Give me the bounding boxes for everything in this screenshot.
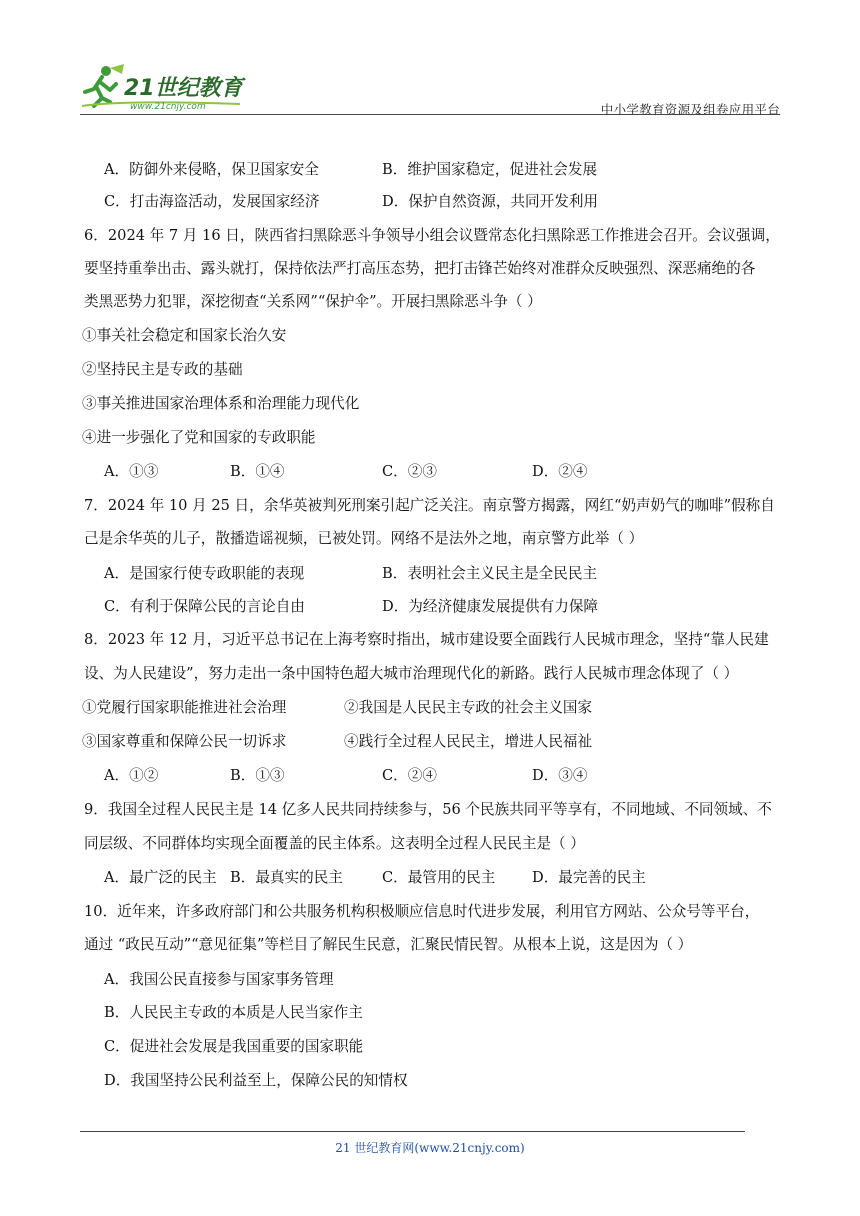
q8-stem-line2: 设、为人民建设”，努力走出一条中国特色超大城市治理现代化的新路。践行人民城市理念体现了（ ） bbox=[84, 665, 739, 682]
q10-option-c: C．促进社会发展是我国重要的国家职能 bbox=[104, 1038, 364, 1055]
logo-text: 21世纪教育 bbox=[124, 76, 243, 101]
q7-option-a: A．是国家行使专政职能的表现 bbox=[104, 565, 305, 582]
q9-option-c: C．最管用的民主 bbox=[382, 869, 496, 886]
q8-statement-1: ①党履行国家职能推进社会治理 bbox=[82, 699, 287, 716]
q10-option-d: D．我国坚持公民利益至上，保障公民的知情权 bbox=[104, 1072, 408, 1089]
q7-option-b: B．表明社会主义民主是全民民主 bbox=[382, 565, 598, 582]
q8-stem-line1: 8．2023 年 12 月，习近平总书记在上海考察时指出，城市建设要全面践行人民城市理念，坚持“靠人民建 bbox=[84, 631, 769, 648]
q6-statement-2: ②坚持民主是专政的基础 bbox=[82, 361, 243, 378]
q8-option-b: B．①③ bbox=[230, 767, 285, 784]
q9-stem-line1: 9．我国全过程人民民主是 14 亿多人民共同持续参与，56 个民族共同平等享有，不同地域、不同领域、不 bbox=[84, 801, 772, 818]
q6-stem-line2: 要坚持重拳出击、露头就打，保持依法严打高压态势，把打击锋芒始终对准群众反映强烈、深恶痛绝的各 bbox=[84, 260, 756, 277]
q6-stem-line3: 类黑恶势力犯罪，深挖彻查“关系网”“保护伞”。开展扫黑除恶斗争（ ） bbox=[84, 293, 542, 310]
q6-stem-line1: 6．2024 年 7 月 16 日，陕西省扫黑除恶斗争领导小组会议暨常态化扫黑除恶工作推进会召开。会议强调， bbox=[84, 227, 780, 244]
header-divider bbox=[80, 114, 780, 115]
q7-option-c: C．有利于保障公民的言论自由 bbox=[104, 598, 305, 615]
q9-option-b: B．最真实的民主 bbox=[230, 869, 343, 886]
q9-option-a: A．最广泛的民主 bbox=[104, 869, 217, 886]
q8-statement-3: ③国家尊重和保障公民一切诉求 bbox=[82, 733, 287, 750]
q5-option-b: B．维护国家稳定，促进社会发展 bbox=[382, 161, 598, 178]
q9-stem-line2: 同层级、不同群体均实现全面覆盖的民主体系。这表明全过程人民民主是（ ） bbox=[84, 835, 585, 852]
logo-url: www.21cnjy.com bbox=[130, 102, 206, 112]
q6-statement-4: ④进一步强化了党和国家的专政职能 bbox=[82, 429, 316, 446]
q10-stem-line2: 通过 “政民互动”“意见征集”等栏目了解民生民意，汇聚民情民智。从根本上说，这是因为（ ） bbox=[84, 936, 693, 953]
q6-option-d: D．②④ bbox=[532, 463, 588, 480]
q8-statement-2: ②我国是人民民主专政的社会主义国家 bbox=[344, 699, 593, 716]
q5-option-d: D．保护自然资源，共同开发利用 bbox=[382, 193, 599, 210]
q8-statement-4: ④践行全过程人民民主，增进人民福祉 bbox=[344, 733, 593, 750]
page-header bbox=[80, 62, 780, 120]
q6-option-b: B．①④ bbox=[230, 463, 285, 480]
q10-option-a: A．我国公民直接参与国家事务管理 bbox=[104, 971, 334, 988]
q7-option-d: D．为经济健康发展提供有力保障 bbox=[382, 598, 599, 615]
q6-statement-3: ③事关推进国家治理体系和治理能力现代化 bbox=[82, 395, 360, 412]
q6-option-a: A．①③ bbox=[104, 463, 159, 480]
logo-21cnjy bbox=[80, 62, 250, 112]
q6-statement-1: ①事关社会稳定和国家长治久安 bbox=[82, 327, 287, 344]
q8-option-a: A．①② bbox=[104, 767, 159, 784]
footer-site-link[interactable]: 21 世纪教育网(www.21cnjy.com) bbox=[335, 1141, 525, 1155]
q8-option-c: C．②④ bbox=[382, 767, 437, 784]
q5-option-c: C．打击海盗活动，发展国家经济 bbox=[104, 193, 320, 210]
q9-option-d: D．最完善的民主 bbox=[532, 869, 646, 886]
q10-option-b: B．人民民主专政的本质是人民当家作主 bbox=[104, 1004, 363, 1021]
header-platform-text: 中小学教育资源及组卷应用平台 bbox=[600, 102, 780, 117]
q10-stem-line1: 10．近年来，许多政府部门和公共服务机构积极顺应信息时代进步发展，利用官方网站、公众号等平台， bbox=[84, 903, 760, 920]
q8-option-d: D．③④ bbox=[532, 767, 588, 784]
q6-option-c: C．②③ bbox=[382, 463, 437, 480]
q7-stem-line1: 7．2024 年 10 月 25 日，余华英被判死刑案引起广泛关注。南京警方揭露，网红“奶声奶气的咖啡”假称自 bbox=[84, 497, 775, 514]
q5-option-a: A．防御外来侵略，保卫国家安全 bbox=[104, 161, 319, 178]
footer-divider bbox=[80, 1131, 745, 1132]
q7-stem-line2: 己是余华英的儿子，散播造谣视频，已被处罚。网络不是法外之地，南京警方此举（ ） bbox=[84, 530, 644, 547]
